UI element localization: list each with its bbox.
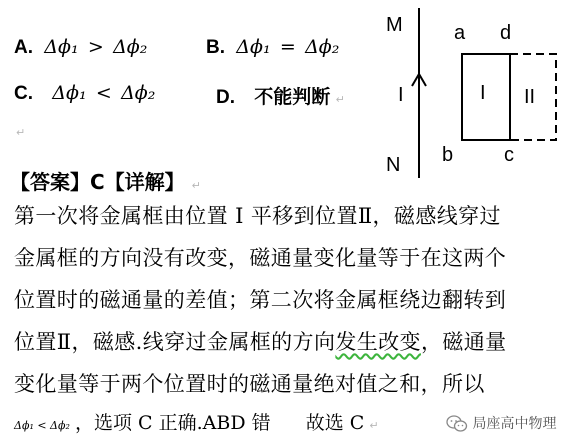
position-1-label: I — [480, 82, 486, 104]
answer-text: 【答案】C【详解】 — [10, 170, 185, 194]
wire-top-label: M — [386, 14, 403, 36]
watermark-text: 局座高中物理 — [472, 416, 557, 432]
line-4-pre: 位置Ⅱ，磁感.线穿过金属框的方向 — [14, 330, 336, 354]
wechat-icon — [446, 415, 468, 433]
paragraph-mark: ↵ — [369, 419, 379, 432]
option-b — [206, 36, 339, 59]
flux-inequality: Δϕ₁ < Δϕ₂ — [14, 419, 70, 432]
paragraph-mark: ↵ — [335, 93, 345, 106]
corner-b-label: b — [442, 144, 454, 166]
option-a-lhs: Δϕ₁ — [44, 36, 79, 58]
corner-d-label: d — [500, 22, 512, 44]
paragraph-mark: ↵ — [191, 179, 201, 192]
current-label: I — [398, 84, 404, 106]
answer-heading — [10, 166, 201, 195]
option-b-lhs: Δϕ₁ — [236, 36, 271, 58]
option-b-rhs: Δϕ₂ — [305, 36, 340, 58]
option-c-rhs: Δϕ₂ — [121, 82, 156, 104]
option-c — [14, 82, 155, 105]
option-c-label: C. — [14, 83, 33, 104]
option-a-label: A. — [14, 37, 33, 58]
line-4-post: ，磁通量 — [420, 330, 507, 354]
explanation-line-6 — [14, 408, 379, 435]
explanation-line-2: 金属框的方向没有改变，磁通量变化量等于在这两个 — [14, 246, 507, 270]
line-4-wavy: 发生改变 — [335, 330, 421, 354]
option-b-op: = — [279, 36, 296, 58]
wire-bottom-label: N — [386, 154, 401, 176]
watermark — [446, 413, 556, 433]
option-a — [14, 36, 147, 59]
frame-position-1 — [462, 54, 510, 140]
explanation-line-4 — [14, 326, 507, 356]
explanation-line-5: 变化量等于两个位置时的磁通量绝对值之和，所以 — [14, 372, 485, 396]
corner-a-label: a — [454, 22, 466, 44]
line-6-text: ，选项 C 正确.ABD 错 — [75, 412, 271, 434]
magnetic-flux-figure — [376, 0, 582, 190]
option-c-lhs: Δϕ₁ — [52, 82, 87, 104]
paragraph-mark: ↵ — [16, 126, 26, 139]
option-c-op: < — [95, 82, 112, 104]
option-d-label: D. — [216, 87, 235, 108]
option-b-label: B. — [206, 37, 225, 58]
position-2-label: II — [524, 86, 536, 108]
option-d-text: 不能判断 — [254, 86, 331, 108]
explanation-line-1: 第一次将金属框由位置 I 平移到位置Ⅱ，磁感线穿过 — [14, 204, 501, 228]
corner-c-label: c — [504, 144, 514, 166]
option-d — [216, 82, 345, 109]
option-a-op: > — [87, 36, 104, 58]
option-a-rhs: Δϕ₂ — [113, 36, 148, 58]
line-6-conclusion: 故选 C — [305, 412, 365, 434]
explanation-line-3: 位置时的磁通量的差值；第二次将金属框绕边翻转到 — [14, 288, 507, 312]
